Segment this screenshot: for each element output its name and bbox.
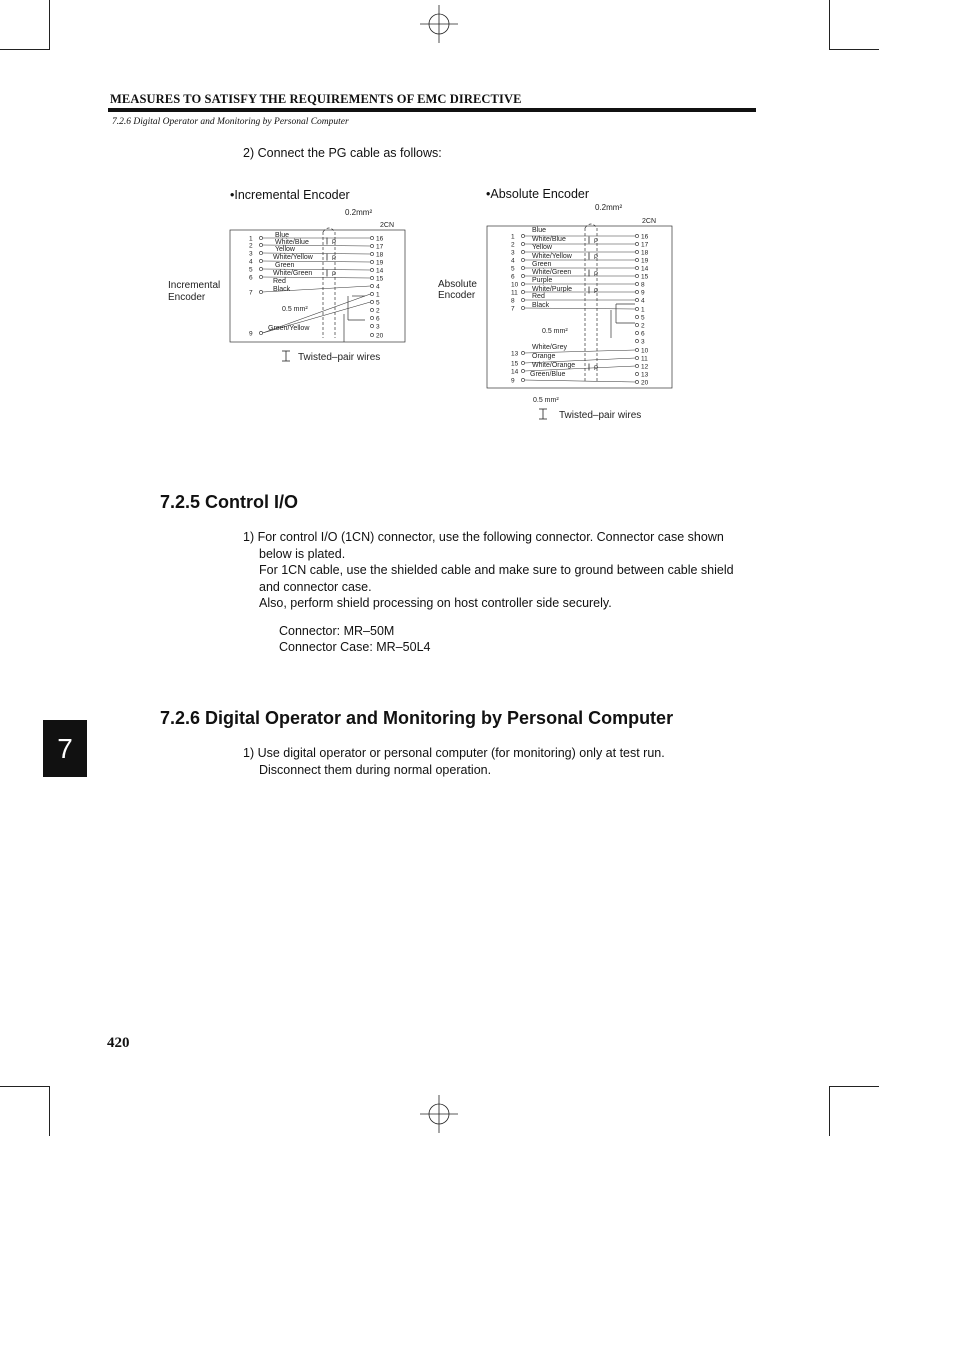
pin-number: 16: [641, 233, 649, 241]
pin-terminal: [635, 331, 638, 334]
pin-terminal: [521, 234, 524, 237]
crop-mark: [0, 49, 50, 50]
wire-size-label: 0.2mm²: [595, 203, 623, 212]
pin-number: 4: [376, 283, 380, 291]
crop-mark: [0, 1086, 50, 1087]
pin-number: 9: [511, 377, 515, 385]
body-line: For 1CN cable, use the shielded cable and make sure to ground between cable shield: [259, 563, 734, 577]
wire-color-label: Black: [273, 286, 291, 293]
pin-terminal: [635, 282, 638, 285]
pin-number: 5: [511, 265, 515, 273]
wire-color-label: Green/Yellow: [268, 325, 310, 332]
pin-terminal: [370, 316, 373, 319]
pin-number: 4: [249, 258, 253, 266]
section-725-title: 7.2.5 Control I/O: [160, 492, 299, 512]
twisted-pair-mark: P: [594, 239, 599, 245]
pin-terminal: [635, 250, 638, 253]
pin-terminal: [259, 251, 262, 254]
pin-terminal: [259, 236, 262, 239]
pin-number: 4: [511, 257, 515, 265]
body-line: and connector case.: [259, 579, 372, 594]
legend-label: Twisted–pair wires: [559, 410, 642, 421]
connector-label: 2CN: [380, 222, 395, 229]
running-header-subtitle: 7.2.6 Digital Operator and Monitoring by Personal Computer: [112, 117, 349, 127]
wire-color-label: Green/Blue: [530, 371, 566, 378]
pin-terminal: [635, 356, 638, 359]
twisted-pair-mark: P: [594, 366, 599, 372]
device-label: Encoder: [438, 290, 476, 301]
crop-mark: [829, 1086, 830, 1136]
pin-terminal: [521, 290, 524, 293]
pin-terminal: [521, 361, 524, 364]
pin-number: 6: [249, 274, 253, 282]
incremental-encoder-wiring-diagram: [160, 200, 420, 370]
pin-terminal: [521, 250, 524, 253]
crop-mark: [829, 0, 830, 50]
pin-terminal: [635, 364, 638, 367]
pin-terminal: [635, 298, 638, 301]
pin-number: 6: [641, 330, 645, 338]
pin-number: 19: [376, 259, 384, 267]
pin-terminal: [635, 258, 638, 261]
pin-number: 1: [376, 291, 380, 299]
pin-terminal: [259, 259, 262, 262]
pin-terminal: [370, 284, 373, 287]
crop-mark: [829, 49, 879, 50]
pin-terminal: [635, 266, 638, 269]
body-line: below is plated.: [259, 546, 346, 561]
pin-number: 14: [511, 368, 519, 376]
pin-terminal: [521, 282, 524, 285]
wire-color-label: Orange: [532, 353, 556, 360]
pin-number: 1: [249, 235, 253, 243]
wire-color-label: White/Yellow: [273, 254, 313, 261]
twisted-pair-mark: P: [594, 255, 599, 261]
pin-number: 13: [641, 371, 649, 379]
pin-terminal: [635, 348, 638, 351]
pin-number: 2: [376, 307, 380, 315]
wire-color-label: Green: [275, 262, 295, 269]
pin-terminal: [635, 242, 638, 245]
pin-number: 16: [376, 235, 384, 243]
pin-terminal: [370, 300, 373, 303]
body-line: Disconnect them during normal operation.: [259, 762, 492, 777]
wire-size-label: 0.5 mm²: [533, 397, 559, 404]
pin-number: 15: [511, 360, 519, 368]
pin-number: 8: [511, 297, 515, 305]
pin-number: 10: [511, 281, 519, 289]
connector-label: 2CN: [642, 218, 657, 225]
pin-terminal: [370, 244, 373, 247]
wire-color-label: Green: [532, 261, 552, 268]
pg-cable-intro: 2) Connect the PG cable as follows:: [243, 146, 442, 160]
pin-number: 20: [641, 379, 649, 387]
wire-size-label: 0.5 mm²: [542, 328, 568, 335]
wire-color-label: White/Blue: [275, 239, 309, 246]
pin-terminal: [635, 307, 638, 310]
pin-number: 2: [511, 241, 515, 249]
pin-number: 8: [641, 281, 645, 289]
pin-number: 2: [641, 322, 645, 330]
pin-number: 17: [376, 243, 384, 251]
pin-terminal: [370, 308, 373, 311]
pin-terminal: [635, 274, 638, 277]
pin-number: 11: [511, 289, 518, 297]
pin-number: 15: [641, 273, 649, 281]
wire-color-label: Yellow: [275, 246, 295, 253]
pin-terminal: [521, 298, 524, 301]
pin-terminal: [370, 276, 373, 279]
pin-number: 14: [376, 267, 384, 275]
pin-terminal: [635, 234, 638, 237]
pin-terminal: [259, 290, 262, 293]
section-725-text: [243, 529, 763, 612]
wire-size-label: 0.2mm²: [345, 208, 373, 217]
pin-number: 5: [249, 266, 253, 274]
pin-number: 9: [249, 330, 253, 338]
page-number: 420: [107, 1035, 130, 1051]
pin-terminal: [521, 369, 524, 372]
body-line: 1) Use digital operator or personal computer (for monitoring) only at test run.: [243, 746, 665, 760]
wire-color-label: White/Orange: [532, 362, 576, 369]
pin-number: 10: [641, 347, 649, 355]
pin-number: 12: [641, 363, 649, 371]
crop-mark: [49, 1086, 50, 1136]
pin-number: 17: [641, 241, 649, 249]
pin-number: 7: [249, 289, 253, 297]
wire-size-label: 0.5 mm²: [282, 306, 308, 313]
pin-terminal: [259, 275, 262, 278]
pin-number: 14: [641, 265, 649, 273]
twisted-pair-mark: P: [594, 289, 599, 295]
wire-color-label: White/Green: [273, 270, 313, 277]
wire-color-label: White/Purple: [532, 286, 573, 293]
pin-number: 5: [641, 314, 645, 322]
pin-terminal: [635, 339, 638, 342]
wire-color-label: Red: [273, 278, 286, 285]
incremental-encoder-caption: •Incremental Encoder: [230, 188, 350, 202]
wire-color-label: Blue: [532, 227, 547, 234]
pin-number: 5: [376, 299, 380, 307]
wire-color-label: White/Yellow: [532, 253, 572, 260]
pin-number: 3: [641, 338, 645, 346]
pin-terminal: [370, 324, 373, 327]
wire-color-label: Black: [532, 302, 550, 309]
pin-terminal: [521, 274, 524, 277]
pin-terminal: [635, 380, 638, 383]
wire-color-label: White/Grey: [532, 344, 568, 351]
header-rule: [108, 108, 756, 112]
wire-color-label: Yellow: [532, 244, 552, 251]
crop-mark: [49, 0, 50, 50]
pin-terminal: [635, 372, 638, 375]
connector-spec: Connector: MR–50M: [279, 624, 395, 638]
registration-mark-icon: [420, 5, 460, 45]
pin-terminal: [521, 242, 524, 245]
pin-number: 1: [641, 306, 645, 314]
pin-number: 6: [376, 315, 380, 323]
pin-number: 15: [376, 275, 384, 283]
section-726-title: 7.2.6 Digital Operator and Monitoring by Personal Computer: [160, 708, 674, 728]
pin-terminal: [635, 315, 638, 318]
pin-number: 3: [511, 249, 515, 257]
pin-terminal: [521, 258, 524, 261]
pin-terminal: [259, 243, 262, 246]
pin-number: 3: [376, 323, 380, 331]
pin-number: 7: [511, 305, 515, 313]
pin-number: 6: [511, 273, 515, 281]
pin-number: 4: [641, 297, 645, 305]
body-line: 1) For control I/O (1CN) connector, use the following connector. Connector case shown: [243, 530, 724, 544]
pin-terminal: [370, 252, 373, 255]
device-label: Incremental: [168, 280, 221, 291]
pin-number: 1: [511, 233, 515, 241]
pin-terminal: [521, 266, 524, 269]
pin-number: 20: [376, 332, 384, 340]
wire-color-label: White/Green: [532, 269, 572, 276]
pin-number: 19: [641, 257, 649, 265]
device-label: Encoder: [168, 292, 206, 303]
pin-terminal: [635, 290, 638, 293]
legend-label: Twisted–pair wires: [298, 352, 381, 363]
absolute-encoder-caption: •Absolute Encoder: [486, 187, 590, 201]
running-header-title: MEASURES TO SATISFY THE REQUIREMENTS OF EMC DIRECTIVE: [110, 92, 522, 106]
connector-case-spec: Connector Case: MR–50L4: [279, 640, 431, 654]
pin-number: 3: [249, 250, 253, 258]
pin-terminal: [259, 331, 262, 334]
device-label: Absolute: [438, 279, 477, 290]
pin-terminal: [370, 268, 373, 271]
pin-number: 2: [249, 242, 253, 250]
pin-number: 11: [641, 355, 648, 363]
pin-terminal: [370, 260, 373, 263]
body-line: Also, perform shield processing on host controller side securely.: [259, 596, 612, 610]
wire-color-label: Blue: [275, 232, 290, 239]
wire-color-label: White/Blue: [532, 236, 566, 243]
pin-terminal: [521, 378, 524, 381]
pin-terminal: [370, 292, 373, 295]
section-726-text: [243, 745, 763, 778]
wire-color-label: Red: [532, 293, 545, 300]
twisted-pair-mark: P: [332, 272, 337, 278]
wire: [525, 380, 636, 382]
pin-terminal: [259, 267, 262, 270]
pin-terminal: [370, 333, 373, 336]
pin-terminal: [370, 236, 373, 239]
twisted-pair-mark: P: [332, 240, 337, 246]
twisted-pair-mark: P: [594, 272, 599, 278]
pin-terminal: [521, 351, 524, 354]
crop-mark: [829, 1086, 879, 1087]
pin-number: 18: [641, 249, 649, 257]
pin-number: 18: [376, 251, 384, 259]
registration-mark-icon: [420, 1095, 460, 1135]
pin-terminal: [635, 323, 638, 326]
pin-number: 13: [511, 350, 519, 358]
absolute-encoder-wiring-diagram: [435, 198, 685, 423]
wire-color-label: Purple: [532, 277, 553, 284]
twisted-pair-mark: P: [332, 256, 337, 262]
pin-terminal: [521, 306, 524, 309]
pin-number: 9: [641, 289, 645, 297]
chapter-tab: 7: [43, 720, 87, 777]
